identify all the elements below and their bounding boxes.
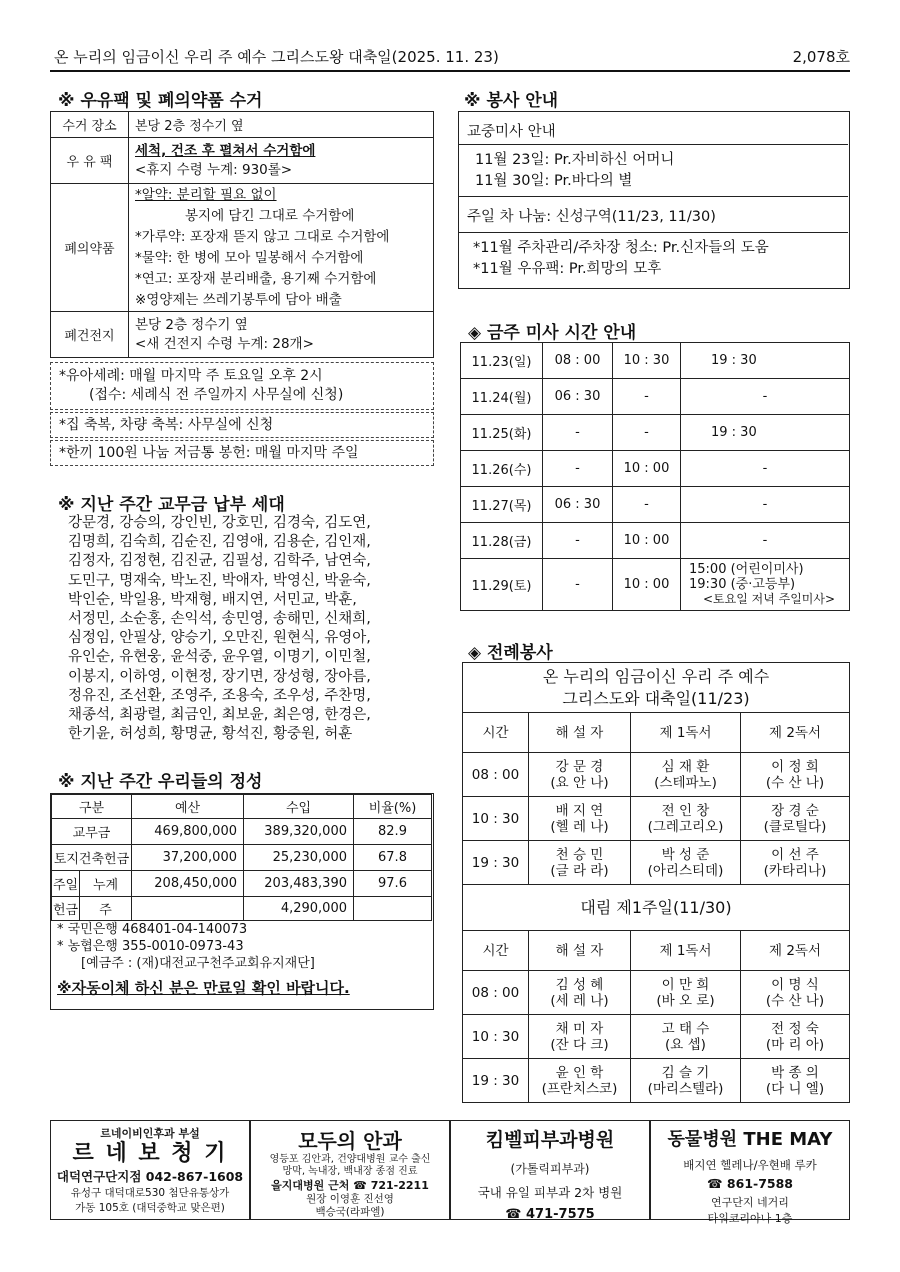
mass-time: - (613, 415, 681, 451)
ad3-name: 킴벨피부과병원 (485, 1129, 615, 1151)
collect-title: ※ 우유팩 및 폐의약품 수거 (58, 91, 263, 111)
mass-title: ◈ 금주 미사 시간 안내 (468, 323, 637, 343)
service-line2: 11월 30일: Pr.바다의 별 (475, 173, 633, 189)
car-sharing: 주일 차 나눔: 신성구역(11/23, 11/30) (467, 209, 716, 225)
row-label: 토지건축헌금 (52, 845, 132, 871)
header-divider (50, 70, 850, 72)
ad1-name: 르 네 보 청 기 (72, 1141, 228, 1166)
col-category: 구분 (52, 795, 132, 819)
offering-title: ※ 지난 주간 우리들의 정성 (58, 772, 263, 792)
ad4-line3: 연구단지 네거리 (711, 1196, 789, 1209)
lit-name: 심 재 환 (661, 758, 710, 775)
sharing-notice: *한끼 100원 나눔 저금통 봉헌: 매월 마지막 주일 (50, 440, 434, 466)
med-line5: *연고: 포장재 분리배출, 용기째 수거함에 (135, 270, 377, 287)
income-value: 25,230,000 (244, 845, 354, 871)
lit-baptismal: (그레고리오) (647, 818, 724, 835)
lit-baptismal: (스테파노) (654, 774, 717, 791)
col-commentator: 해 설 자 (529, 713, 631, 753)
lit-baptismal: (요 안 나) (550, 774, 609, 791)
lit-baptismal: (수 산 나) (765, 774, 825, 791)
lit-baptismal: (클로틸다) (763, 818, 827, 835)
sat-mass2: 19:30 (중·고등부) (689, 577, 796, 592)
lit-name: 장 경 순 (771, 802, 819, 819)
milk-line2: <휴지 수령 누계: 930롤> (135, 161, 293, 178)
ad4-line1: 배지연 헬레나/우현배 루카 (683, 1158, 817, 1172)
col-commentator: 해 설 자 (529, 931, 631, 971)
col-income: 수입 (244, 795, 354, 819)
sat-mass-note: <토요일 저녁 주일미사> (702, 592, 836, 606)
offering-table (51, 794, 432, 921)
col-time: 시간 (463, 713, 529, 753)
lit-baptismal: (글 라 라) (550, 862, 609, 879)
lit-time: 19 : 30 (463, 841, 529, 885)
mass-date: 11.29(토) (461, 559, 543, 611)
mass-time: - (681, 487, 850, 523)
lit-name: 이 정 희 (771, 758, 819, 775)
lit-time: 19 : 30 (463, 1059, 529, 1103)
ratio-value: 67.8 (354, 845, 432, 871)
ad-animal-hospital[interactable] (650, 1120, 850, 1225)
ratio-value: 82.9 (354, 819, 432, 845)
issue-number: 2,078호 (792, 48, 850, 66)
row-label: 교무금 (52, 819, 132, 845)
dues-line: 김정자, 김정현, 김진균, 김필성, 김학주, 남연숙, (68, 553, 371, 570)
mass-time: 10 : 00 (613, 523, 681, 559)
ad1-line2: 유성구 대덕대로530 첨단유통상가 (70, 1187, 230, 1199)
lit-name: 김 슬 기 (661, 1064, 710, 1081)
ad2-line2: 망막, 녹내장, 백내장 종점 진료 (282, 1166, 418, 1177)
place-value: 본당 2층 정수기 옆 (129, 112, 434, 138)
lit-baptismal: (수 산 나) (765, 992, 825, 1009)
lit-name: 고 태 수 (661, 1020, 710, 1037)
divider (459, 144, 848, 145)
col-reading2: 제 2독서 (741, 931, 850, 971)
divider (459, 196, 848, 197)
battery-label: 폐건전지 (51, 312, 129, 358)
lit-name: 박 종 의 (771, 1064, 819, 1081)
dues-line: 도민구, 명재숙, 박노진, 박애자, 박영신, 박윤숙, (68, 572, 371, 589)
med-line3: *가루약: 포장재 뜯지 않고 그대로 수거함에 (135, 228, 390, 245)
col-time: 시간 (463, 931, 529, 971)
offering-box (50, 793, 434, 1010)
mass-date: 11.26(수) (461, 451, 543, 487)
col-budget: 예산 (132, 795, 244, 819)
income-value: 389,320,000 (244, 819, 354, 845)
service-line1: 11월 23일: Pr.자비하신 어머니 (475, 152, 675, 168)
mass-time: 10 : 30 (613, 343, 681, 379)
mass-time: - (613, 379, 681, 415)
lit-baptismal: (바 오 로) (656, 992, 715, 1009)
service-head: 교중미사 안내 (467, 124, 556, 140)
service-chores (473, 238, 769, 280)
lit-name: 채 미 자 (555, 1020, 604, 1037)
row-label: 헌금 (52, 897, 80, 921)
service-schedule (475, 150, 674, 192)
ad2-line1: 영등포 김안과, 건양대병원 교수 출신 (269, 1154, 431, 1165)
milk-line1: 세척, 건조 후 펼쳐서 수거함에 (135, 142, 316, 159)
mass-time: - (543, 415, 613, 451)
account-holder: [예금주 : (재)대전교구천주교회유지재단] (81, 956, 315, 971)
ad3-line2: 국내 유일 피부과 2차 병원 (477, 1185, 623, 1200)
ad2-line5: 백승국(라파엘) (315, 1206, 385, 1218)
lit-baptismal: (마리스텔라) (647, 1080, 724, 1097)
lit-baptismal: (마 리 아) (765, 1036, 825, 1053)
mass-time: - (613, 487, 681, 523)
dues-line: 채종석, 최광렬, 최금인, 최보윤, 최은영, 한경은, (68, 707, 371, 724)
mass-time: - (681, 379, 850, 415)
income-value: 203,483,390 (244, 871, 354, 897)
dues-line: 한기윤, 허성희, 황명균, 황석진, 황중원, 허훈 (68, 726, 353, 743)
lit-name: 천 승 민 (555, 846, 604, 863)
med-line4: *물약: 한 병에 모아 밀봉해서 수거함에 (135, 249, 364, 266)
lit-time: 08 : 00 (463, 753, 529, 797)
ad2-name: 모두의 안과 (298, 1129, 402, 1153)
baptism-line2: (접수: 세례식 전 주일까지 사무실에 신청) (89, 387, 344, 403)
mass-time: 06 : 30 (543, 379, 613, 415)
battery-line2: <새 건전지 수령 누계: 28개> (135, 335, 314, 352)
budget-value: 469,800,000 (132, 819, 244, 845)
dues-line: 정유진, 조선환, 조영주, 조용숙, 조우성, 주찬명, (68, 687, 371, 704)
mass-time: 10 : 00 (613, 559, 681, 611)
bank-info (57, 921, 350, 997)
service-box (458, 111, 850, 289)
ad-dermatology[interactable] (450, 1120, 650, 1220)
lit-baptismal: (아리스티데) (647, 862, 724, 879)
lit-name: 강 문 경 (555, 758, 604, 775)
ad3-line3: ☎ 471-7575 (505, 1207, 595, 1222)
dues-line: 이봉지, 이하영, 이현정, 장기면, 장성형, 장아름, (68, 668, 371, 685)
col-ratio: 비율(%) (354, 795, 432, 819)
lit-time: 08 : 00 (463, 971, 529, 1015)
lit-name: 이 명 식 (771, 976, 819, 993)
lit-time: 10 : 30 (463, 797, 529, 841)
lit-baptismal: (프란치스코) (541, 1080, 618, 1097)
ad1-top: 르네이비인후과 부설 (100, 1127, 200, 1140)
lit-baptismal: (잔 다 크) (550, 1036, 609, 1053)
dues-line: 강문경, 강승의, 강인빈, 강호민, 김경숙, 김도연, (68, 515, 371, 531)
budget-value: 208,450,000 (132, 871, 244, 897)
feast-line2: 그리스도와 대축일(11/23) (562, 688, 750, 708)
chore-line1: *11월 주차관리/주차장 청소: Pr.신자들의 도움 (473, 240, 769, 256)
med-line6: ※영양제는 쓰레기봉투에 담아 배출 (135, 291, 342, 308)
place-label: 수거 장소 (51, 112, 129, 138)
bank-nh: * 농협은행 355-0010-0973-43 (57, 939, 244, 954)
lit-name: 이 선 주 (771, 846, 819, 863)
medicine-label: 폐의약품 (51, 184, 129, 312)
bank-kb: * 국민은행 468401-04-140073 (57, 922, 248, 937)
lit-name: 배 지 연 (555, 802, 604, 819)
col-reading2: 제 2독서 (741, 713, 850, 753)
chore-line2: *11월 우유팩: Pr.희망의 모후 (473, 261, 662, 277)
ad-eye-clinic[interactable] (250, 1120, 450, 1220)
advent-title: 대림 제1주일(11/30) (463, 885, 850, 931)
bulletin-header (50, 46, 850, 70)
liturgy-table (462, 662, 850, 1103)
mass-time: 08 : 00 (543, 343, 613, 379)
mass-time: - (543, 523, 613, 559)
lit-name: 박 성 준 (661, 846, 710, 863)
ad4-name: 동물병원 THE MAY (667, 1129, 833, 1150)
milk-label: 우 유 팩 (51, 138, 129, 184)
ad-hearing-aid[interactable] (50, 1120, 250, 1220)
baptism-line1: *유아세례: 매월 마지막 주 토요일 오후 2시 (59, 368, 323, 384)
mass-time: - (681, 523, 850, 559)
dues-line: 심정임, 안필상, 양승기, 오만진, 원현식, 유영아, (68, 630, 371, 647)
lit-baptismal: (카타리나) (763, 862, 827, 879)
lit-time: 10 : 30 (463, 1015, 529, 1059)
mass-table (460, 342, 850, 611)
ad2-line4: 원장 이영훈 진선영 (306, 1193, 394, 1205)
lit-name: 전 인 창 (661, 802, 710, 819)
ad1-line3: 가동 105호 (대덕중학교 맞은편) (75, 1202, 225, 1214)
ad4-line2: ☎ 861-7588 (707, 1176, 793, 1191)
feast-line1: 온 누리의 임금이신 우리 주 예수 (542, 666, 770, 686)
mass-time: - (543, 559, 613, 611)
row-sublabel: 누계 (80, 871, 132, 897)
lit-name: 윤 인 학 (555, 1064, 604, 1081)
lit-baptismal: (다 니 엘) (765, 1080, 825, 1097)
mass-date: 11.27(목) (461, 487, 543, 523)
mass-date: 11.25(화) (461, 415, 543, 451)
mass-time: - (543, 451, 613, 487)
mass-time: 06 : 30 (543, 487, 613, 523)
med-line2: 봉지에 담긴 그대로 수거함에 (185, 207, 355, 224)
dues-line: 서정민, 소순홍, 손익석, 송민영, 송해민, 신채희, (68, 611, 371, 628)
ratio-value: 97.6 (354, 871, 432, 897)
bulletin-title: 온 누리의 임금이신 우리 주 예수 그리스도왕 대축일(2025. 11. 23) (54, 48, 499, 66)
row-sublabel: 주 (80, 897, 132, 921)
mass-date: 11.28(금) (461, 523, 543, 559)
collect-table (50, 111, 434, 358)
mass-date: 11.23(일) (461, 343, 543, 379)
dues-line: 유인순, 유현웅, 윤석중, 윤우열, 이명기, 이민철, (68, 649, 371, 666)
dues-line: 김명희, 김숙희, 김순진, 김영애, 김용순, 김인재, (68, 534, 371, 551)
mass-time: 19 : 30 (681, 415, 850, 451)
liturgy-title: ◈ 전례봉사 (468, 643, 553, 663)
sat-mass1: 15:00 (어린이미사) (689, 562, 804, 577)
lit-name: 전 정 숙 (771, 1020, 819, 1037)
service-title: ※ 봉사 안내 (464, 91, 559, 111)
auto-transfer-notice: ※자동이체 하신 분은 만료일 확인 바랍니다. (57, 979, 350, 997)
med-line1: *알약: 분리할 필요 없이 (135, 186, 277, 203)
lit-name: 김 성 혜 (555, 976, 604, 993)
mass-date: 11.24(월) (461, 379, 543, 415)
col-reading1: 제 1독서 (631, 713, 741, 753)
lit-baptismal: (요 셉) (665, 1036, 706, 1053)
lit-baptismal: (세 레 나) (550, 992, 609, 1009)
budget-value: 37,200,000 (132, 845, 244, 871)
ad4-line4: 타워코리아나 1층 (707, 1212, 793, 1225)
dues-line: 박인순, 박일용, 박재형, 배지연, 서민교, 박훈, (68, 591, 357, 608)
blessing-notice: *집 축복, 차량 축복: 사무실에 신청 (50, 412, 434, 438)
income-value: 4,290,000 (244, 897, 354, 921)
baptism-notice (50, 362, 434, 410)
dues-title: ※ 지난 주간 교무금 납부 세대 (58, 495, 285, 515)
col-reading1: 제 1독서 (631, 931, 741, 971)
ad3-line1: (가톨릭피부과) (510, 1162, 590, 1176)
mass-time: 19 : 30 (681, 343, 850, 379)
lit-baptismal: (헬 레 나) (550, 818, 609, 835)
ad1-line1: 대덕연구단지점 042-867-1608 (56, 1169, 244, 1184)
ad2-line3: 을지대병원 근처 ☎ 721-2211 (271, 1179, 429, 1192)
mass-time: - (681, 451, 850, 487)
battery-line1: 본당 2층 정수기 옆 (135, 316, 248, 333)
mass-time: 10 : 00 (613, 451, 681, 487)
row-label: 주일 (52, 871, 80, 897)
dues-names (68, 514, 440, 744)
lit-name: 이 만 희 (661, 976, 710, 993)
divider (459, 232, 848, 233)
